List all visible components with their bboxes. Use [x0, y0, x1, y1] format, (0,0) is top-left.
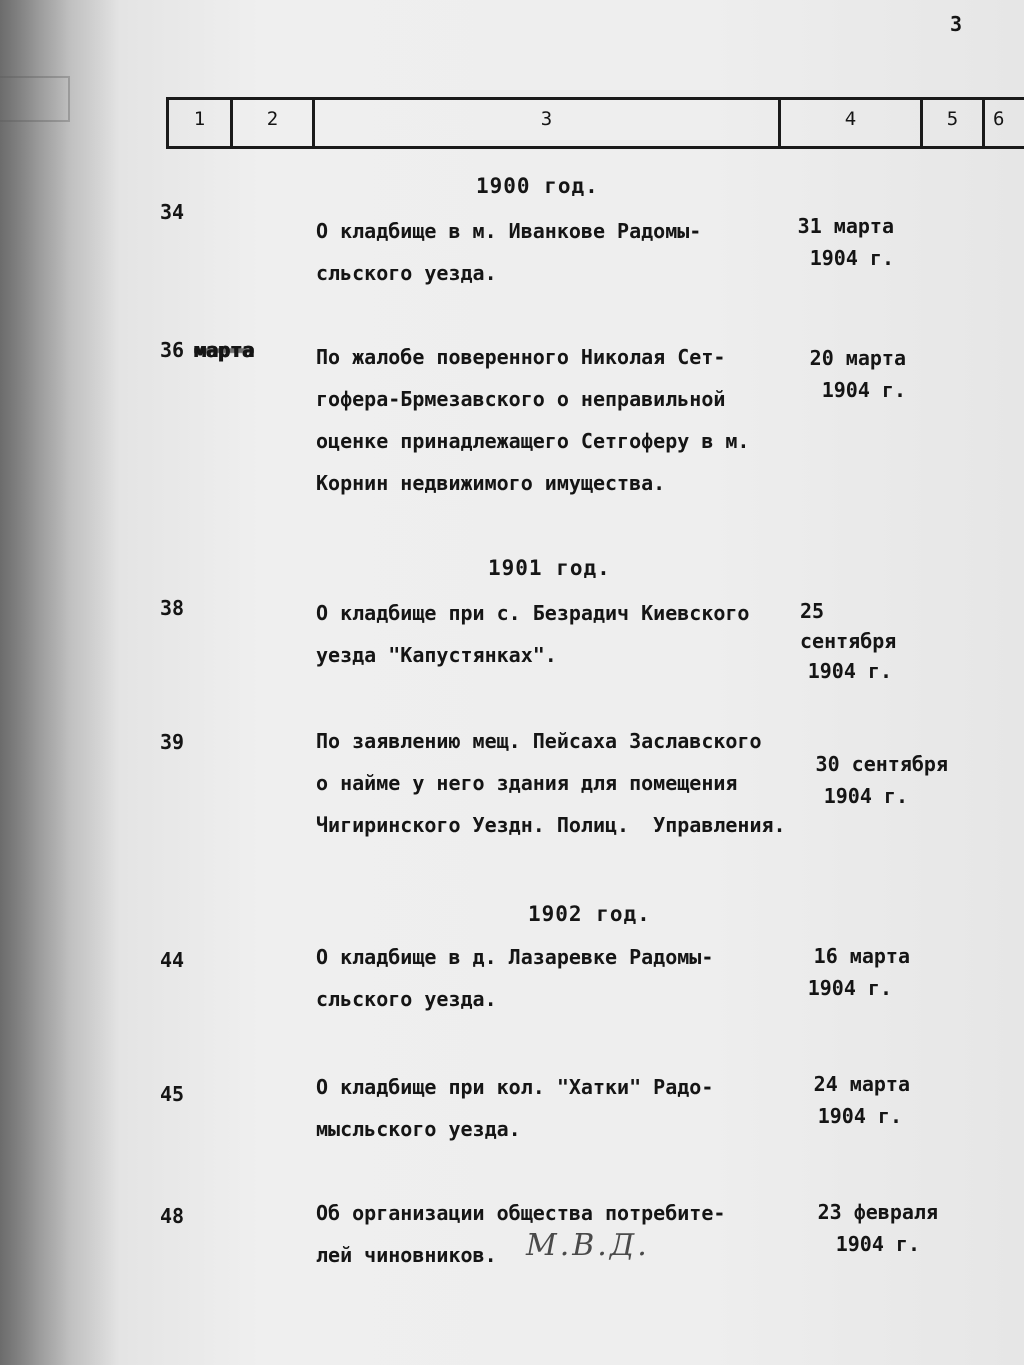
- entry-description-34: [316, 210, 796, 294]
- column-header-4: 4: [778, 100, 920, 146]
- description-line: мысльского уезда.: [316, 1117, 521, 1141]
- entry-date-39: [806, 748, 948, 812]
- entry-description-39: [316, 720, 796, 846]
- entry-number-38: 38: [160, 596, 185, 620]
- description-line: Корнин недвижимого имущества.: [316, 471, 666, 495]
- description-line: лей чиновников.: [316, 1243, 497, 1267]
- year-heading-1900: 1900 год.: [476, 174, 599, 198]
- entry-number-34: 34: [160, 200, 185, 224]
- date-line: 31 марта: [797, 214, 894, 238]
- entry-description-38: [316, 592, 796, 676]
- date-line: 1904 г.: [821, 378, 906, 402]
- entry-date-48: [808, 1196, 938, 1260]
- date-line: 1904 г.: [817, 1104, 902, 1128]
- description-line: сльского уезда.: [316, 987, 497, 1011]
- date-line: 1904 г.: [809, 246, 894, 270]
- date-line: 1904 г.: [835, 1232, 920, 1256]
- date-line: 20 марта: [809, 346, 906, 370]
- description-line: О кладбище при кол. "Хатки" Радо-: [316, 1075, 714, 1099]
- description-line: сльского уезда.: [316, 261, 497, 285]
- entry-description-44: [316, 936, 796, 1020]
- description-line: По жалобе поверенного Николая Сет-: [316, 345, 726, 369]
- binding-shadow: [0, 0, 118, 1365]
- column-header-3: 3: [312, 100, 778, 146]
- description-line: Об организации общества потребите-: [316, 1201, 726, 1225]
- description-line: О кладбище в м. Иванкове Радомы-: [316, 219, 702, 243]
- date-line: 1904 г.: [823, 784, 908, 808]
- entry-date-44: [800, 940, 910, 1004]
- entry-number-45: 45: [160, 1082, 185, 1106]
- entry-number-44: 44: [160, 948, 185, 972]
- description-line: По заявлению мещ. Пейсаха Заславского: [316, 729, 762, 753]
- entry-number-36: [160, 338, 254, 362]
- description-line: уезда "Капустянках".: [316, 643, 557, 667]
- column-header-5: 5: [920, 100, 982, 146]
- entry-date-36: [800, 342, 906, 406]
- description-line: Чигиринского Уездн. Полиц. Управления.: [316, 813, 786, 837]
- column-header-6: 6: [982, 100, 1024, 146]
- entry-date-45: [800, 1068, 910, 1132]
- entry-number-48: 48: [160, 1204, 185, 1228]
- bleed-through-box: [0, 76, 70, 122]
- entry-number: 36: [160, 338, 185, 362]
- page-number: 3: [950, 12, 963, 36]
- description-line: о найме у него здания для помещения: [316, 771, 738, 795]
- date-line: 1904 г.: [807, 659, 892, 683]
- description-line: оценке принадлежащего Сетгоферу в м.: [316, 429, 750, 453]
- description-line: О кладбище при с. Безрадич Киевского: [316, 601, 750, 625]
- description-line: гофера-Брмезавского о неправильной: [316, 387, 726, 411]
- entry-date-34: [788, 210, 894, 274]
- date-line: сентября: [800, 629, 897, 653]
- date-line: 25: [800, 599, 825, 623]
- description-line: О кладбище в д. Лазаревке Радомы-: [316, 945, 714, 969]
- year-heading-1902: 1902 год.: [528, 902, 651, 926]
- year-heading-1901: 1901 год.: [488, 556, 611, 580]
- entry-number-39: 39: [160, 730, 185, 754]
- date-line: 24 марта: [813, 1072, 910, 1096]
- struck-out-text: марта: [194, 338, 255, 362]
- entry-date-38: [800, 596, 910, 686]
- entry-description-36: [316, 336, 796, 504]
- column-header-table: [166, 97, 1024, 149]
- date-line: 23 февраля: [817, 1200, 938, 1224]
- date-line: 30 сентября: [815, 752, 948, 776]
- column-header-2: 2: [230, 100, 312, 146]
- handwritten-annotation: М.В.Д.: [526, 1228, 650, 1263]
- date-line: 16 марта: [813, 944, 910, 968]
- date-line: 1904 г.: [807, 976, 892, 1000]
- entry-description-45: [316, 1066, 796, 1150]
- column-header-1: 1: [166, 100, 230, 146]
